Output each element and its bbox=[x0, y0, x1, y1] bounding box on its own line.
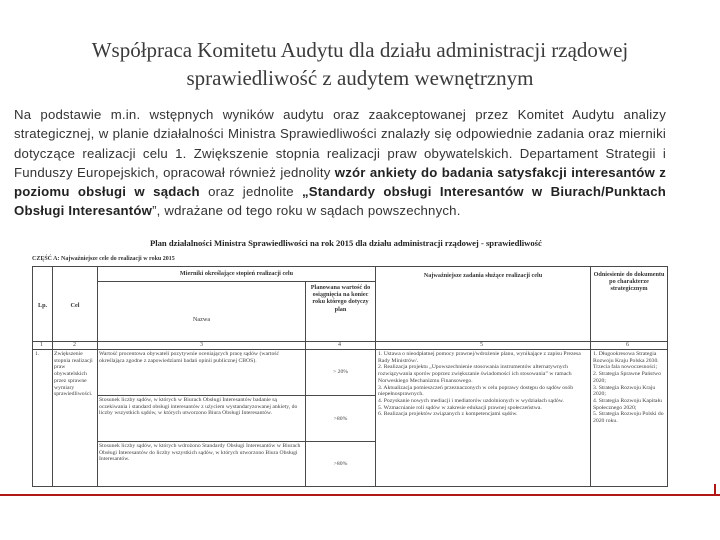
miernik-nazwa: Stosunek liczby sądów, w których wdrożono Standardy Obsługi Interesantów w Biurach Obsługi Interesantów do liczby wszystkich sądów, w których utworzono Biura Obsługi Interesantów. bbox=[99, 443, 301, 463]
zadanie-item: 2. Realizacja projektu „Upowszechnienie stosowania instrumentów alternatywnych rozwiązywania sporów poprzez zwiększanie świadomości ich stosowania” w ramach Norweskiego Mechanizmu Finansowego. bbox=[378, 364, 572, 384]
table-rule bbox=[32, 341, 668, 342]
header-lp: Lp. bbox=[37, 302, 48, 309]
scan-part-label: CZĘŚĆ A: Najważniejsze cele do realizacji w roku 2015 bbox=[32, 256, 175, 262]
odniesienie-list bbox=[593, 351, 666, 485]
header-cel: Cel bbox=[70, 302, 80, 309]
table-rule bbox=[32, 349, 668, 350]
header-odniesienie: Odniesienie do dokumentu po charakterze strategicznym bbox=[593, 271, 665, 293]
odniesienie-item: 5. Strategia Rozwoju Polski do 2020 roku. bbox=[593, 411, 664, 425]
slide-body-paragraph bbox=[14, 105, 666, 221]
table-rule bbox=[32, 266, 668, 267]
col-number: 4 bbox=[338, 342, 341, 348]
paragraph-text-3: ”, wdrażane od tego roku w sądach powszechnych. bbox=[152, 203, 461, 219]
col-number: 2 bbox=[73, 342, 76, 348]
zadanie-item: 6. Realizacja projektów związanych z kompetencjami sądów. bbox=[378, 411, 518, 418]
table-rule bbox=[97, 266, 98, 486]
zadanie-item: 1. Ustawa o nieodpłatnej pomocy prawnej/wdrożenie planu, wynikające z zapisu Prezesa Rady Ministrów/. bbox=[378, 351, 581, 364]
odniesienie-item: 2. Strategia Sprawne Państwo 2020; bbox=[593, 371, 661, 384]
table-rule bbox=[97, 395, 375, 396]
header-zadania: Najważniejsze zadania służące realizacji celu bbox=[423, 272, 543, 279]
odniesienie-item: 4. Strategia Rozwoju Kapitału Społecznego 2020; bbox=[593, 397, 662, 411]
miernik-wartosc: >80% bbox=[333, 416, 348, 422]
paragraph-bold-standards: „Standardy obsługi Interesantów w Biurach/Punktach Obsługi Interesantów bbox=[14, 184, 666, 219]
paragraph-text-2: oraz jednolite bbox=[199, 184, 303, 200]
table-rule bbox=[667, 266, 668, 486]
header-planowana: Planowana wartość do osiągnięcia na koniec roku którego dotyczy plan bbox=[310, 284, 371, 313]
row-cel: Zwiększenie stopnia realizacji praw obywatelskich przez sprawne wymiary sprawiedliwości. bbox=[54, 351, 93, 398]
miernik-nazwa: Stosunek liczby sądów, w których w Biurach Obsługi Interesantów badanie są oczekiwania i standard obsługi interesantów z użyciem wystandaryzowanej ankiety, do liczby wszystkich sądów, w których utworzono Biura Obsługi Interesantów. bbox=[99, 397, 298, 417]
table-rule bbox=[97, 441, 375, 442]
footer-accent-line bbox=[0, 494, 720, 496]
paragraph-bold-survey: wzór ankiety do badania satysfakcji interesantów z poziomu obsługi w sądach bbox=[14, 164, 666, 200]
col-number: 1 bbox=[40, 342, 43, 348]
slide-title-line-2: sprawiedliwość z audytem wewnętrznym bbox=[186, 66, 534, 90]
zadanie-item: 5. Wzmacnianie roli sądów w zakresie edukacji prawnej społeczeństwa. bbox=[378, 404, 542, 411]
table-rule bbox=[97, 281, 375, 282]
miernik-nazwa: Wartość procentowa obywateli pozytywnie oceniających pracę sądów (wartość określająca zgodne z zapowiedziami badań opinii publicznej CBOS). bbox=[99, 351, 280, 364]
table-rule bbox=[32, 266, 33, 486]
footer-accent-tick bbox=[714, 484, 716, 494]
col-number: 3 bbox=[200, 342, 203, 348]
table-rule bbox=[32, 486, 668, 487]
slide-title bbox=[30, 36, 690, 92]
scanned-plan-table bbox=[30, 236, 670, 494]
col-number: 5 bbox=[480, 342, 483, 348]
zadanie-item: 3. Aktualizacja pomieszczeń przeznaczonych w celu poprawy dostępu do sądów osób niepełnosprawnych. bbox=[378, 384, 574, 398]
miernik-wartosc: > 20% bbox=[332, 369, 349, 375]
header-mierniki-group: Mierniki określające stopień realizacji celu bbox=[179, 270, 294, 277]
table-rule bbox=[590, 266, 591, 486]
zadanie-item: 4. Pozyskanie nowych mediacji i mediatorów uzdolnionych w wydziałach sądów. bbox=[378, 397, 564, 404]
table-rule bbox=[375, 266, 376, 486]
scan-title: Plan działalności Ministra Sprawiedliwości na rok 2015 dla działu administracji rządowej - sprawiedliwość bbox=[150, 238, 542, 248]
zadania-list bbox=[378, 351, 588, 485]
col-number: 6 bbox=[626, 342, 629, 348]
odniesienie-item: 1. Długookresowa Strategia Rozwoju Kraju Polska 2030. Trzecia fala nowoczesności; bbox=[593, 351, 659, 371]
paragraph-text-1: Na podstawie m.in. wstępnych wyników audytu oraz zaakceptowanej przez Komitet Audytu analizy strategicznej, w planie działalności Ministra Sprawiedliwości znalazły się odpowiednie zadania oraz mierniki dotyczące realizacji celu 1. Zwiększenie stopnia realizacji praw obywatelskich. Departament Strategii i Funduszy Europejskich, opracował również jednolity bbox=[14, 107, 666, 180]
odniesienie-item: 3. Strategia Rozwoju Kraju 2020; bbox=[593, 384, 656, 398]
table-rule bbox=[52, 266, 53, 486]
miernik-wartosc: >80% bbox=[333, 461, 348, 467]
slide-title-line-1: Współpraca Komitetu Audytu dla działu administracji rządowej bbox=[91, 38, 629, 62]
row-lp: 1. bbox=[35, 351, 40, 357]
table-rule bbox=[305, 281, 306, 486]
header-nazwa: Nazwa bbox=[192, 316, 211, 323]
